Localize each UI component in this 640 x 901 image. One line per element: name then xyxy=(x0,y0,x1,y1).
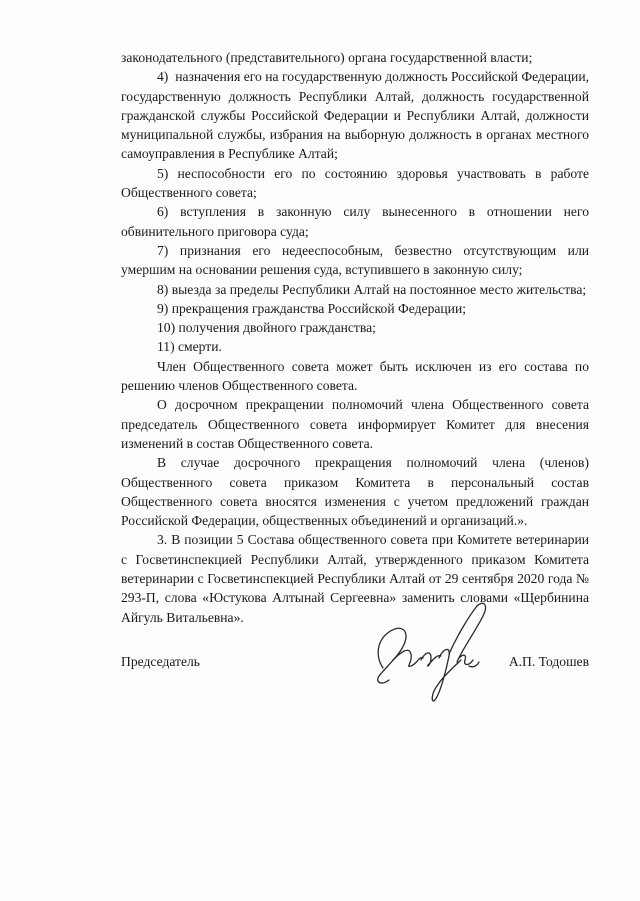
paragraph-10: О досрочном прекращении полномочий члена Общественного совета председатель Общественного совета информирует Комитет для внесения изменений в состав Общественного совета. xyxy=(121,397,589,451)
paragraph-11: В случае досрочного прекращения полномочий члена (членов) Общественного совета приказом Комитета в персональный состав Общественного совета вносятся изменения с учетом предложений граждан Российской Федерации, общественных объединений и организаций.». xyxy=(121,455,589,529)
paragraph-2: 5) неспособности его по состоянию здоровья участвовать в работе Общественного совета; xyxy=(121,165,589,201)
paragraph-9: Член Общественного совета может быть исключен из его состава по решению членов Общественного совета. xyxy=(121,358,589,394)
handwritten-signature xyxy=(365,596,495,704)
paragraph-8: 11) смерти. xyxy=(157,339,222,355)
signature-block xyxy=(121,596,589,706)
document-body xyxy=(121,48,589,627)
signatory-name: А.П. Тодошев xyxy=(508,654,589,669)
paragraph-5: 8) выезда за пределы Республики Алтай на постоянное место жительства; xyxy=(157,281,587,297)
paragraph-12: 3. В позиции 5 Состава общественного совета при Комитете ветеринарии с Госветинспекцией Республики Алтай, утвержденного приказом Комитета ветеринарии с Госветинспекцией Республики Алтай от 29 сентября 2020 года № 293-П, слова «Юстукова Алтынай Сергеевна» заменить словами «Щербинина Айгуль Витальевна». xyxy=(121,532,589,625)
paragraph-0: законодательного (представительного) органа государственной власти; xyxy=(121,50,533,65)
signatory-title: Председатель xyxy=(121,654,200,669)
paragraph-4: 7) признания его недееспособным, безвестно отсутствующим или умершим на основании решения суда, вступившего в законную силу; xyxy=(121,242,589,278)
paragraph-6: 9) прекращения гражданства Российской Федерации; xyxy=(157,300,466,316)
paragraph-7: 10) получения двойного гражданства; xyxy=(157,320,376,336)
paragraph-3: 6) вступления в законную силу вынесенного в отношении него обвинительного приговора суда; xyxy=(121,204,589,239)
paragraph-1: 4) назначения его на государственную должность Российской Федерации, государственную должность Республики Алтай, должность государственной гражданской службы Российской Федерации и Республики Алтай, должности муниципальной службы, избрания на выборную должность в органах местного самоуправления в Республике Алтай; xyxy=(121,69,589,162)
